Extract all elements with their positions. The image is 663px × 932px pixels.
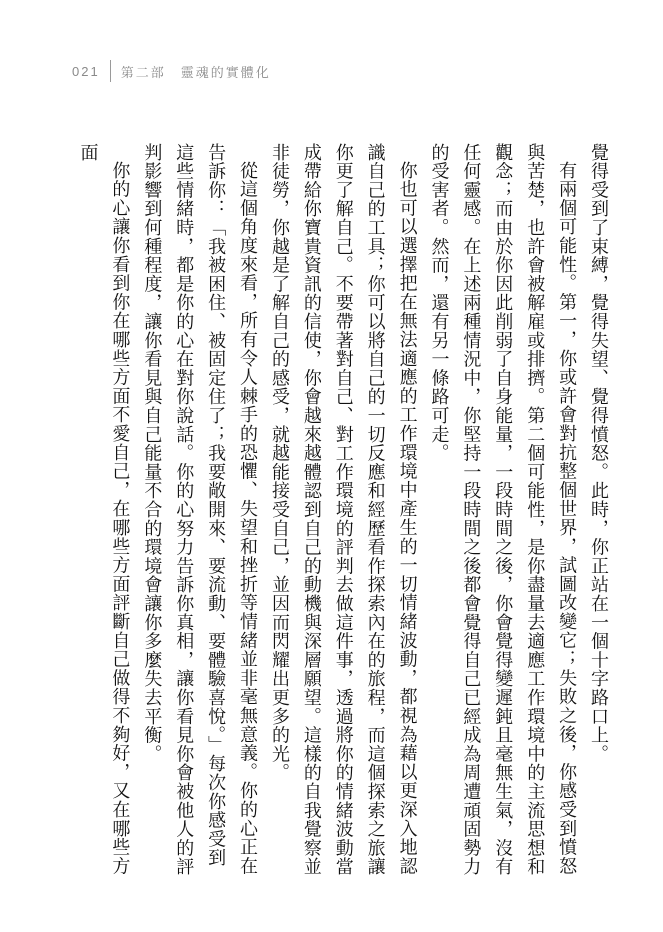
chapter-title: 第二部 靈魂的實體化 <box>120 65 271 81</box>
paragraph: 有兩個可能性。第一，你或許會對抗整個世界，試圖改變它；失敗之後，你感受到憤怒與苦楚，也許會被解雇或排擠。第二個可能性，是你盡量去適應工作環境中的主流思想和觀念；而由於你因此削弱了自身能量，一段時間之後，你會覺得變遲鈍且毫無生氣，沒有任何靈感。在上述兩種情況中，你堅持一段時間之後都會覺得自己已經成為周遭頑固勢力的受害者。然而，還有另一條路可走。 <box>428 143 578 877</box>
running-header <box>72 60 271 82</box>
paragraph: 你的心讓你看到你在哪些方面不愛自己，在哪些方面評斷自己做得不夠好，又在哪些方面 <box>77 143 131 876</box>
body-text <box>62 143 614 878</box>
paragraph-continuation: 覺得受到了束縛，覺得失望、覺得憤怒。此時，你正站在一個十字路口上。 <box>588 143 609 764</box>
paragraph: 從這個角度來看，所有令人棘手的恐懼、失望和挫折等情緒並非毫無意義。你的心正在告訴你：「我被困住、被固定住了；我要敞開來、要流動、要體驗喜悅。」每次你感受到這些情緒時，都是你的心在對你說話。你的心努力告訴你真相，讓你看見你會被他人的評判影響到何種程度，讓你看見與自己能量不合的環境會讓你多麼失去平衡。 <box>141 143 259 877</box>
page-number: 021 <box>72 63 100 79</box>
header-divider <box>110 60 111 82</box>
paragraph: 你也可以選擇把在無法適應的工作環境中產生的一切情緒波動，都視為藉以更深入地認識自己的工具；你可以將自己的一切反應和經歷看作探索內在的旅程，而這個探索之旅讓你更了解自己。不要帶著對自己、對工作環境的評判去做這件事，透過將你的情緒波動當成帶給你寶貴資訊的信使，你會越來越體認到自己的動機與深層願望。這樣的自我覺察並非徒勞，你越是了解自己的感受，就越能接受自己，並因而閃耀出更多的光。 <box>268 143 418 877</box>
